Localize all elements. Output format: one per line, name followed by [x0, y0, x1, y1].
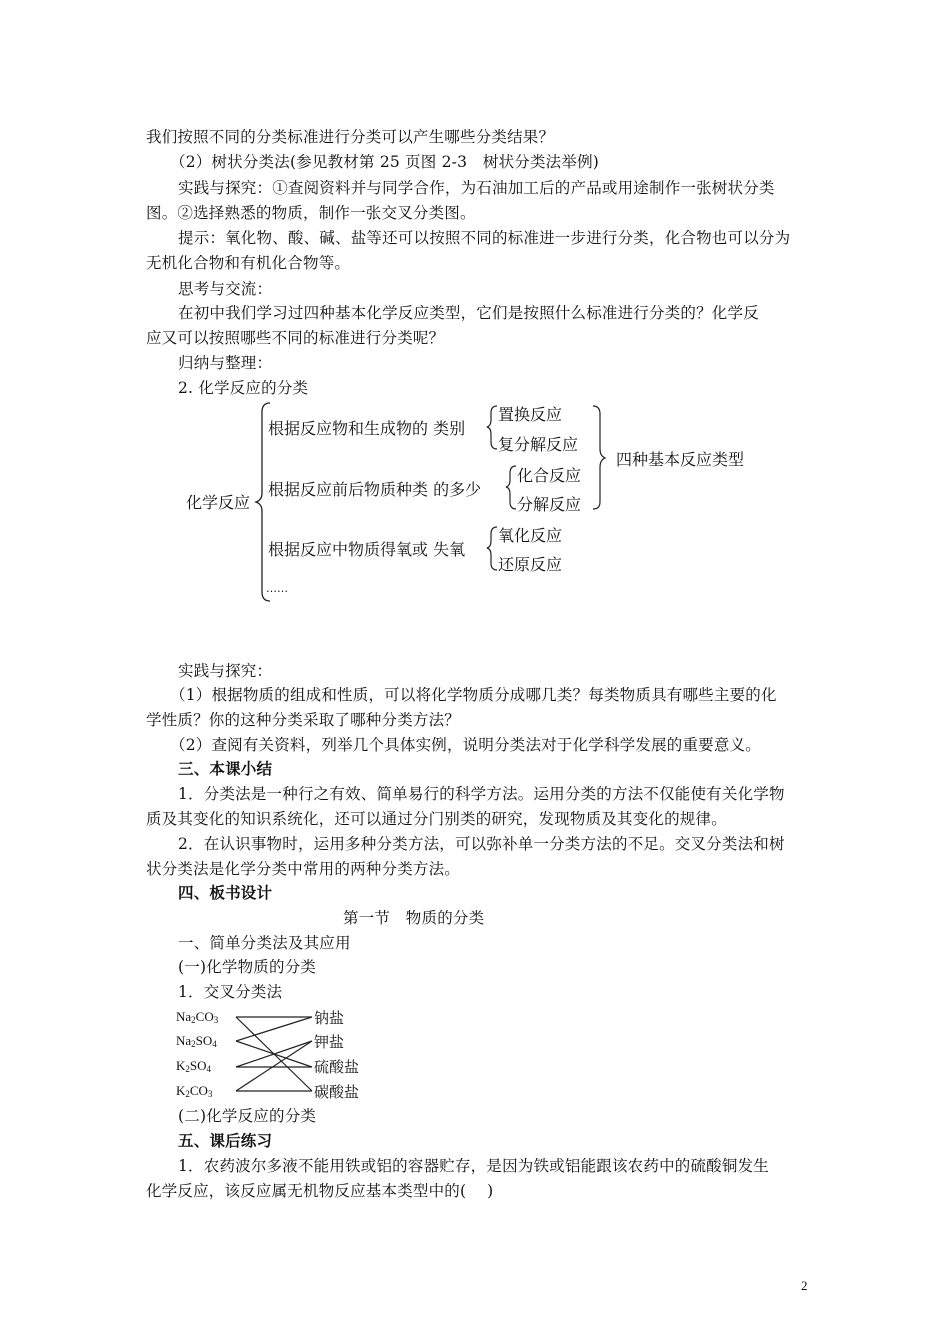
- text-line: 在初中我们学习过四种基本化学反应类型，它们是按照什么标准进行分类的？化学反: [178, 304, 759, 322]
- tree-branch-3: 根据反应中物质得氧或 失氧: [268, 540, 466, 559]
- text-line: (二)化学反应的分类: [178, 1107, 317, 1125]
- think-heading: 思考与交流：: [178, 280, 273, 298]
- text-line: 1．农药波尔多液不能用铁或铝的容器贮存，是因为铁或铝能跟该农药中的硫酸铜发生: [178, 1157, 769, 1175]
- tree-leaf: 复分解反应: [498, 435, 579, 454]
- text-line: 学性质？你的这种分类采取了哪种分类方法？: [146, 711, 461, 729]
- section-heading: 四、板书设计: [178, 884, 273, 902]
- salt-label: 钾盐: [314, 1033, 345, 1051]
- text-line: 无机化合物和有机化合物等。: [146, 254, 351, 272]
- tree-root: 化学反应: [186, 493, 251, 512]
- compound-k2so4: $K_2SO_4$: [176, 1058, 212, 1074]
- tree-leaf: 氧化反应: [498, 526, 563, 545]
- text-line: 应又可以按照哪些不同的标准进行分类呢？: [146, 329, 445, 347]
- board-title: 第一节 物质的分类: [343, 909, 485, 927]
- salt-label: 碳酸盐: [314, 1083, 360, 1101]
- section-heading: 五、课后练习: [178, 1132, 273, 1150]
- tree-leaf: 化合反应: [517, 466, 582, 485]
- text-line: 我们按照不同的分类标准进行分类可以产生哪些分类结果？: [146, 128, 555, 146]
- text-line: (一)化学物质的分类: [178, 958, 317, 976]
- text-line: （2）查阅有关资料，列举几个具体实例，说明分类法对于化学科学发展的重要意义。: [170, 736, 761, 754]
- tree-result: 四种基本反应类型: [616, 450, 745, 469]
- text-line: （2）树状分类法(参见教材第 25 页图 2-3 树状分类法举例): [170, 153, 600, 171]
- section-heading: 三、本课小结: [178, 760, 273, 778]
- tree-leaf: 还原反应: [498, 555, 563, 574]
- text-line: 提示：氧化物、酸、碱、盐等还可以按照不同的标准进一步进行分类，化合物也可以分为: [178, 229, 791, 247]
- text-line: 图。②选择熟悉的物质，制作一张交叉分类图。: [146, 204, 476, 222]
- text-line: 状分类法是化学分类中常用的两种分类方法。: [146, 860, 461, 878]
- page-number: 2: [801, 1278, 808, 1293]
- tree-ellipsis: ……: [266, 582, 288, 595]
- tree-leaf: 置换反应: [498, 405, 563, 424]
- summary-heading: 归纳与整理：: [178, 354, 273, 372]
- salt-label: 钠盐: [314, 1009, 345, 1027]
- text-line: 一、简单分类法及其应用: [178, 934, 351, 952]
- tree-branch-2: 根据反应前后物质种类 的多少: [268, 480, 482, 499]
- practice2-heading: 实践与探究：: [178, 662, 273, 680]
- text-line: 2．在认识事物时，运用多种分类方法，可以弥补单一分类方法的不足。交叉分类法和树: [178, 835, 785, 853]
- compound-k2co3: $K_2CO_3$: [176, 1083, 213, 1099]
- compound-na2so4: $Na_2SO_4$: [176, 1033, 217, 1049]
- salt-label: 硫酸盐: [314, 1058, 360, 1076]
- text-line: 质及其变化的知识系统化，还可以通过分门别类的研究，发现物质及其变化的规律。: [146, 810, 727, 828]
- text-line: 化学反应，该反应属无机物反应基本类型中的( ): [146, 1182, 494, 1200]
- compound-na2co3: $Na_2CO_3$: [176, 1009, 219, 1025]
- reaction-title: 2. 化学反应的分类: [178, 379, 309, 397]
- text-line: （1）根据物质的组成和性质，可以将化学物质分成哪几类？每类物质具有哪些主要的化: [170, 686, 777, 704]
- text-line: 1．分类法是一种行之有效、简单易行的科学方法。运用分类的方法不仅能使有关化学物: [178, 785, 785, 803]
- text-line: 实践与探究：①查阅资料并与同学合作，为石油加工后的产品或用途制作一张树状分类: [178, 179, 775, 197]
- tree-branch-1: 根据反应物和生成物的 类别: [268, 419, 466, 438]
- text-line: 1．交叉分类法: [178, 983, 283, 1001]
- tree-leaf: 分解反应: [517, 495, 582, 514]
